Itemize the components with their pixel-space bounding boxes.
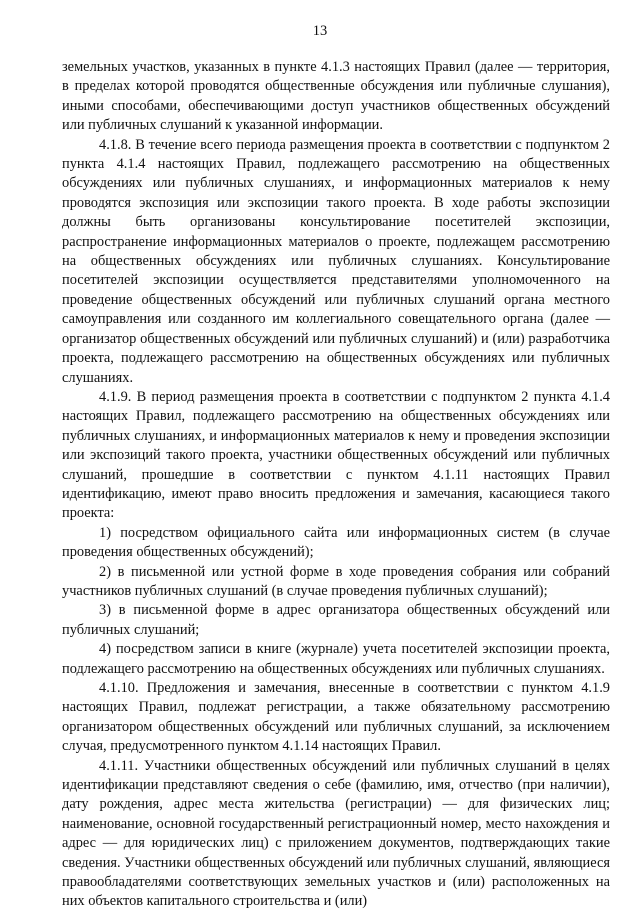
list-item-2: 2) в письменной или устной форме в ходе проведения собрания или собраний участников публичных слушаний (в случае проведения публичных слушаний); — [62, 563, 610, 599]
list-item-3: 3) в письменной форме в адрес организатора общественных обсуждений или публичных слушаний; — [62, 602, 610, 638]
list-item-1: 1) посредством официального сайта или информационных систем (в случае проведения общественных обсуждений); — [62, 524, 610, 561]
paragraph-4-1-10: 4.1.10. Предложения и замечания, внесенные в соответствии с пунктом 4.1.9 настоящих Правил, подлежат регистрации, а также обязательному рассмотрению организатором общественных обсуждений или публичных слушаний, за исключением случая, предусмотренного пунктом 4.1.14 настоящих Правил. — [62, 680, 610, 755]
paragraph-4-1-9: 4.1.9. В период размещения проекта в соответствии с подпунктом 2 пункта 4.1.4 настоящих Правил, подлежащего рассмотрению на общественных обсуждениях или публичных слушаниях, и информационных материалов к нему и проведения экспозиции или экспозиций такого проекта, участники общественных обсуждений или публичных слушаний, прошедшие в соответствии с пунктом 4.1.11 настоящих Правил идентификацию, имеют право вносить предложения и замечания, касающиеся такого проекта: — [62, 388, 610, 522]
list-item-4: 4) посредством записи в книге (журнале) учета посетителей экспозиции проекта, подлежащего рассмотрению на общественных обсуждениях или публичных слушаниях. — [62, 641, 610, 677]
paragraph-4-1-11: 4.1.11. Участники общественных обсуждений или публичных слушаний в целях идентификации представляют сведения о себе (фамилию, имя, отчество (при наличии), дату рождения, адрес места жительства (регистрации) — для физических лиц; наименование, основной государственный регистрационный номер, место нахождения и адрес — для юридических лиц) с приложением документов, подтверждающих такие сведения. Участники общественных обсуждений или публичных слушаний, являющиеся правообладателями соответствующих земельных участков и (или) расположенных на них объектов капитального строительства и (или) — [62, 757, 610, 910]
page-number: 13 — [312, 23, 328, 39]
document-body — [62, 58, 610, 912]
paragraph-4-1-8: 4.1.8. В течение всего периода размещения проекта в соответствии с подпунктом 2 пункта 4.1.4 настоящих Правил, подлежащего рассмотрению на общественных обсуждениях или публичных слушаниях, и информационных материалов к нему проводятся экспозиция или экспозиции такого проекта. В ходе работы экспозиции должны быть организованы консультирование посетителей экспозиции, распространение информационных материалов о проекте, подлежащем рассмотрению на общественных обсуждениях или публичных слушаниях. Консультирование посетителей экспозиции осуществляется представителями уполномоченного на проведение общественных обсуждений или публичных слушаний органа местного самоуправления или созданного им коллегиального совещательного органа (далее — организатор общественных обсуждений или публичных слушаний) и (или) разработчика проекта, подлежащего рассмотрению на общественных обсуждениях или публичных слушаниях. — [62, 136, 610, 386]
paragraph-continuation: земельных участков, указанных в пункте 4.1.3 настоящих Правил (далее — территория, в пределах которой проводятся общественные обсуждения или публичные слушания), иными способами, обеспечивающими доступ участников общественных обсуждений или публичных слушаний к указанной информации. — [62, 59, 610, 134]
